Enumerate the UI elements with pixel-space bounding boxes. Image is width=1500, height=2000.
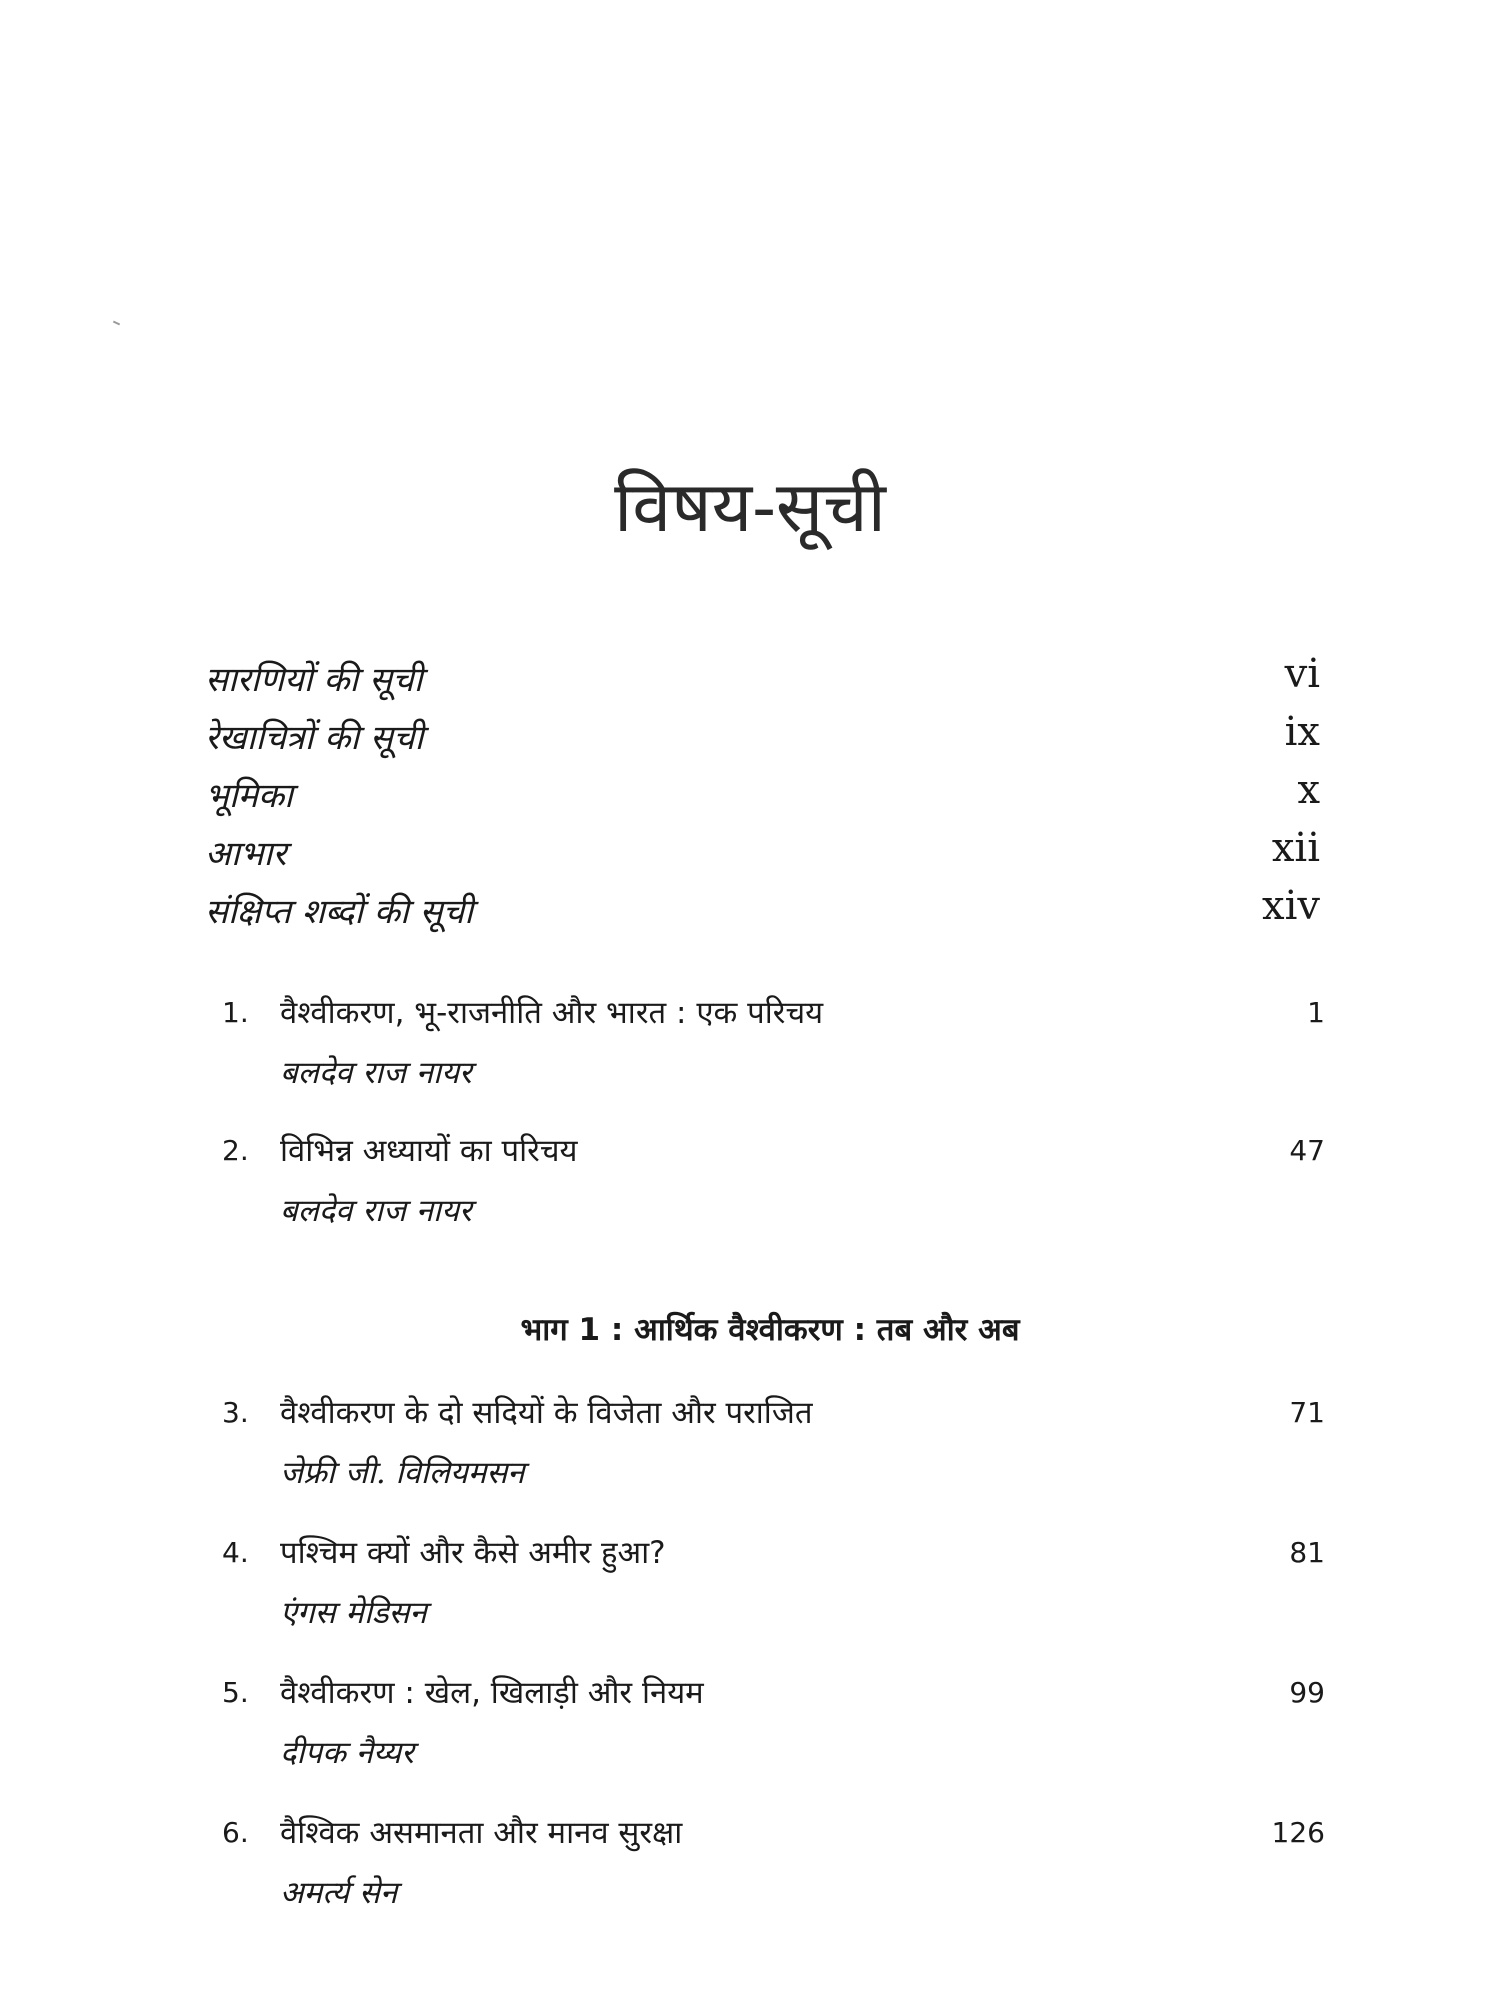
chapter-page: 1 [1307,996,1325,1029]
chapter-title: वैश्वीकरण के दो सदियों के विजेता और पराजित [280,1395,813,1431]
chapter-title: पश्चिम क्यों और कैसे अमीर हुआ? [280,1535,666,1571]
front-matter-label: भूमिका [205,776,293,816]
chapter-page: 81 [1289,1536,1325,1569]
chapter-entry [222,1668,1325,1788]
chapter-number: 3. [222,1396,249,1429]
front-matter-label: संक्षिप्त शब्दों की सूची [205,892,474,932]
chapter-author: एंगस मेडिसन [280,1595,427,1631]
chapter-title: वैश्वीकरण : खेल, खिलाड़ी और नियम [280,1675,704,1711]
chapter-author: अमर्त्य सेन [280,1875,398,1911]
chapter-title: वैश्विक असमानता और मानव सुरक्षा [280,1815,683,1851]
part-heading: भाग 1 : आर्थिक वैश्वीकरण : तब और अब [520,1312,1020,1348]
chapter-author: दीपक नैय्यर [280,1735,414,1771]
front-matter-page: xii [1271,825,1320,871]
chapter-entry [222,1528,1325,1648]
chapter-number: 6. [222,1816,249,1849]
chapter-number: 4. [222,1536,249,1569]
front-matter-page: vi [1284,651,1320,697]
chapter-title: विभिन्न अध्यायों का परिचय [280,1133,578,1169]
chapter-page: 47 [1289,1134,1325,1167]
chapter-entry [222,1808,1325,1928]
chapter-author: जेफ्री जी. विलियमसन [280,1455,525,1491]
page-title: विषय-सूची [614,466,886,548]
front-matter-page: x [1297,767,1320,813]
chapter-title: वैश्वीकरण, भू-राजनीति और भारत : एक परिचय [280,995,824,1031]
chapter-entry [222,1388,1325,1508]
front-matter-label: सारणियों की सूची [205,660,423,700]
front-matter-page: ix [1284,709,1320,755]
chapter-author: बलदेव राज नायर [280,1055,472,1091]
chapter-number: 2. [222,1134,249,1167]
chapter-number: 1. [222,996,249,1029]
chapter-page: 71 [1289,1396,1325,1429]
scan-speck [113,321,120,326]
chapter-entry [222,1126,1325,1246]
front-matter-page: xiv [1262,883,1320,929]
front-matter-label: आभार [205,834,287,874]
chapter-page: 126 [1271,1816,1325,1849]
chapter-author: बलदेव राज नायर [280,1193,472,1229]
chapter-page: 99 [1289,1676,1325,1709]
chapter-number: 5. [222,1676,249,1709]
chapter-entry [222,988,1325,1108]
front-matter-label: रेखाचित्रों की सूची [205,718,424,758]
